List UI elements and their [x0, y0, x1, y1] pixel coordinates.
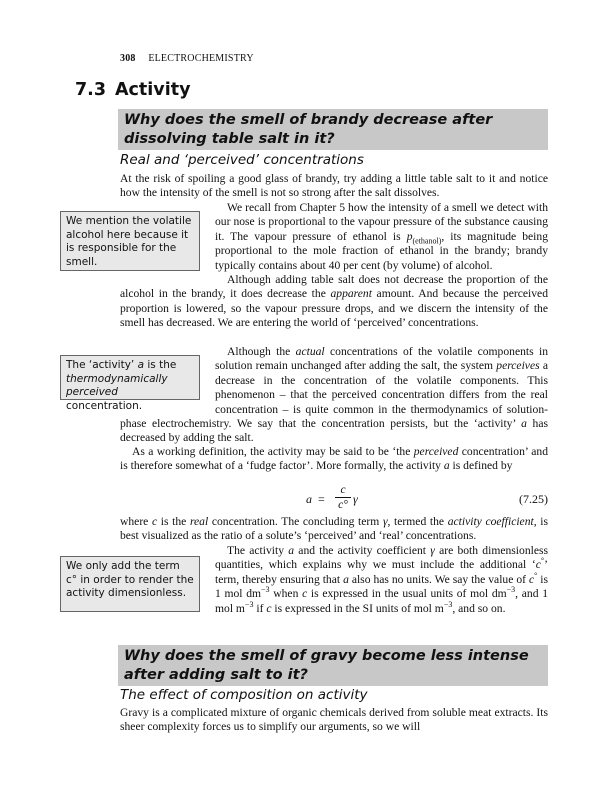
p6-emphasis-activity-coefficient: activity coefficient: [447, 515, 534, 528]
p4-emphasis-perceives: perceives: [496, 359, 540, 373]
paragraph-intro: At the risk of spoiling a good glass of brandy, try adding a little table salt to it and notice how the intensity of the smell is not so strong after the salt dissolves.: [120, 172, 548, 200]
equation-lhs: a: [306, 492, 312, 506]
p4-symbol-a: a: [521, 417, 527, 431]
section-title-text: Activity: [115, 80, 191, 100]
p5-text-a: As a working definition, the activity may be said to be ‘the: [132, 445, 414, 458]
margin-note-dimensionless: We only add the term c° in order to render the activity dimensionless.: [60, 556, 200, 612]
paragraph-gravy: Gravy is a complicated mixture of organic chemicals derived from soluble meat extracts. Its sheer complexity forces us to simplify our arguments, so we will: [120, 706, 548, 734]
p7-text-a: The activity: [227, 544, 289, 557]
p7-text-d: ’ term, thereby ensuring that: [215, 558, 548, 586]
note2-prefix: The ‘activity’: [66, 359, 138, 371]
p6-text-b: is the: [157, 515, 190, 528]
section-title: [75, 80, 190, 100]
paragraph-working-definition: [120, 445, 548, 474]
p4-text-d: has decreased by adding the salt.: [120, 417, 548, 445]
p7-degree-1: °: [540, 556, 545, 566]
section-number: 7.3: [75, 80, 107, 100]
p7-exp-3: −3: [244, 599, 254, 609]
question-box-gravy: Why does the smell of gravy become less intense after adding salt to it?: [118, 645, 548, 686]
p7-exp-2: −3: [506, 585, 516, 595]
page-number: 308: [120, 53, 136, 64]
p7-c-2: c: [528, 572, 535, 586]
equation-denominator: c°: [338, 499, 348, 511]
p3-text-a: Although adding table salt does not decrease the proportion of the alcohol in the brandy, it does decrease the: [120, 273, 548, 301]
equation-7-25: [120, 484, 548, 518]
p7-symbol-gamma: γ: [430, 544, 435, 557]
p7-exp-4: −3: [443, 599, 453, 609]
p7-text-h: is expressed in the usual units of mol dm: [307, 587, 507, 601]
p2-subscript-ethanol: (ethanol): [412, 236, 442, 246]
p7-c-3: c: [302, 587, 308, 601]
equation-equals: =: [318, 492, 325, 506]
equation-fraction: [335, 484, 351, 511]
p7-c-term: c: [535, 558, 541, 572]
note2-symbol-a: a: [137, 359, 145, 371]
p5-emphasis-perceived: perceived: [413, 445, 459, 458]
p4-emphasis-actual: actual: [295, 345, 325, 358]
p2-text-b: , its magnitude being proportional to the mole fraction of ethanol in the brandy; brandy typically contains about 40 per cent (by volume) of alcohol.: [215, 229, 548, 272]
p7-exp-1: −3: [261, 585, 270, 595]
paragraph-apparent-amount: [120, 273, 548, 331]
margin-note-spacer: [120, 345, 215, 417]
p7-text-b: and the activity coefficient: [294, 544, 431, 557]
equation-number: (7.25): [519, 492, 548, 506]
p7-c-4: c: [266, 601, 272, 615]
paragraph-vapour-pressure: [215, 201, 548, 273]
p6-text-d: concentration. The concluding term: [208, 515, 383, 528]
p6-text-f: , is best visualized as the ratio of a solute’s ‘perceived’ and ‘real’ concentrations.: [120, 515, 549, 543]
p7-degree-2: °: [534, 570, 538, 580]
p4-text-a: Although the: [227, 345, 296, 358]
p7-text-k: is expressed in the SI units of mol m: [271, 601, 444, 615]
margin-note-volatile-alcohol: We mention the volatile alcohol here because it is responsible for the smell.: [60, 211, 200, 271]
paragraph-activity-coefficient: [120, 515, 548, 544]
p6-symbol-c: c: [151, 515, 158, 528]
running-head: [120, 53, 254, 64]
note2-mid: is the: [144, 359, 177, 371]
note2-suffix: concentration.: [66, 399, 143, 412]
p6-text-a: where: [120, 515, 152, 528]
equation-gamma: γ: [353, 492, 358, 506]
equation-numerator: c: [340, 484, 346, 496]
subheading-real-perceived: Real and ‘perceived’ concentrations: [120, 152, 364, 168]
note2-italic: thermodynamically perceived: [66, 372, 168, 398]
paragraph-actual-concentrations: [120, 345, 548, 446]
p5-symbol-a: a: [443, 459, 450, 473]
p4-text-c: a decrease in the concentration of the volatile components. This phenomenon – that the perceived concentration differs from the real concentration – is quite common in the thermodynamics of solution-phase electrochemistry. We say that the concentration persists, but the ‘activity’: [120, 359, 548, 431]
p7-symbol-a2: a: [343, 572, 349, 586]
p2-text-a: We recall from Chapter 5 how the intensity of a smell we detect with our nose is proportional to the vapour pressure of the substance causing it. The vapour pressure of ethanol is: [215, 201, 548, 243]
p7-text-j: if: [253, 601, 267, 615]
fraction-bar: [335, 497, 351, 498]
p4-text-b: concentrations of the volatile components in solution remain unchanged after adding the salt, the system: [215, 345, 548, 373]
subheading-composition-effect: The effect of composition on activity: [120, 687, 368, 703]
p3-text-b: amount. And because the perceived proportion is lowered, so the vapour pressure drops, and we discern the intensity of the smell has decreased. We are entering the world of ‘perceived’ concentrations.: [120, 287, 549, 330]
p7-text-i: , and 1 mol m: [215, 587, 548, 615]
p7-text-g: when: [269, 587, 303, 601]
p6-emphasis-real: real: [189, 515, 209, 528]
p7-text-e: also has no units. We say the value of: [348, 572, 529, 586]
p6-text-e: , termed the: [387, 515, 448, 528]
question-box-brandy: Why does the smell of brandy decrease after dissolving table salt in it?: [118, 109, 548, 150]
p7-text-f: is 1 mol dm: [215, 572, 548, 601]
p7-symbol-a: a: [288, 544, 295, 557]
p2-symbol-p: p: [406, 229, 413, 243]
running-title: ELECTROCHEMISTRY: [148, 53, 254, 64]
p7-text-c: are both dimensionless quantities, which explains why we must include the additional ‘: [215, 544, 549, 572]
p5-text-c: is defined by: [449, 459, 513, 473]
p5-text-b: concentration’ and is therefore somewhat of a ‘fudge factor’. More formally, the activity: [120, 445, 548, 473]
p7-text-l: , and so on.: [452, 601, 506, 615]
p6-symbol-gamma: γ: [382, 515, 388, 528]
p3-emphasis-apparent: apparent: [330, 287, 372, 301]
paragraph-dimensionless: [215, 544, 548, 616]
